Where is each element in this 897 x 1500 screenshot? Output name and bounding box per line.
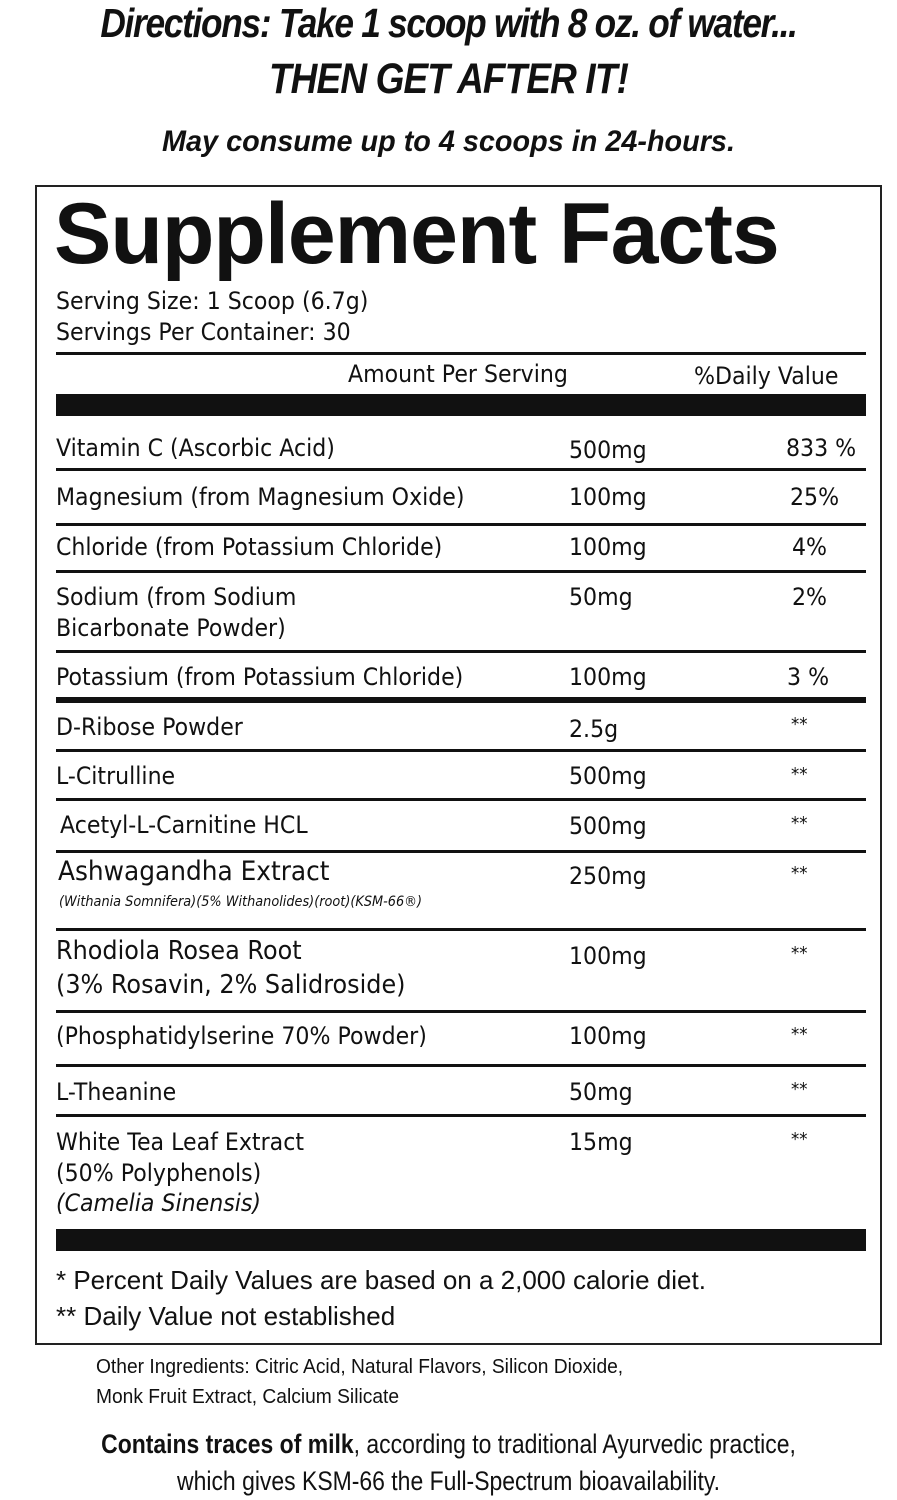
ingredient-dv: ** [791,863,808,884]
ingredient-amount: 50mg [569,583,633,611]
allergen-rest: , according to traditional Ayurvedic practice, [353,1429,796,1459]
ingredient-name: L-Citrulline [56,762,176,790]
divider [56,1064,866,1067]
divider [56,749,866,752]
ingredient-name: (Phosphatidylserine 70% Powder) [56,1022,427,1050]
serving-size: Serving Size: 1 Scoop (6.7g) [56,287,369,315]
divider [56,523,866,526]
footnote-percent-dv: * Percent Daily Values are based on a 2,000 calorie diet. [56,1265,706,1295]
ingredient-name: Potassium (from Potassium Chloride) [56,663,464,691]
ingredient-amount: 15mg [569,1128,633,1156]
ingredient-name-line-2: (50% Polyphenols) [56,1159,262,1187]
ingredient-name: Vitamin C (Ascorbic Acid) [56,434,335,462]
ingredient-name: Acetyl-L-Carnitine HCL [60,811,308,839]
divider [56,468,866,471]
ingredient-name: Chloride (from Potassium Chloride) [56,533,443,561]
directions-line-3: May consume up to 4 scoops in 24-hours. [162,125,735,158]
directions-line-1: Directions: Take 1 scoop with 8 oz. of water... [100,0,797,46]
divider [56,850,866,853]
allergen-bold: Contains traces of milk [101,1429,354,1459]
divider [56,570,866,573]
ingredient-dv: ** [791,764,808,785]
ingredient-amount: 100mg [569,942,647,970]
divider [56,1114,866,1117]
ingredient-subtext: (Withania Somnifera)(5% Withanolides)(root)(KSM-66®) [59,894,423,910]
ingredient-name: Magnesium (from Magnesium Oxide) [56,483,465,511]
ingredient-dv: ** [791,1079,808,1100]
divider [56,650,866,653]
ingredient-amount: 100mg [569,483,647,511]
ingredient-amount: 100mg [569,1022,647,1050]
panel-title: Supplement Facts [54,186,779,282]
ingredient-amount: 500mg [569,812,647,840]
ingredient-name: L-Theanine [56,1078,177,1106]
ingredient-dv: 25% [790,483,840,511]
ingredient-dv: 4% [792,533,828,561]
other-ingredients-line-1: Other Ingredients: Citric Acid, Natural Flavors, Silicon Dioxide, [96,1356,624,1378]
ingredient-dv: ** [791,943,808,964]
thick-divider [56,697,866,703]
ingredient-dv: 833 % [786,434,857,462]
column-header-daily-value: %Daily Value [694,362,839,390]
ingredient-amount: 500mg [569,436,647,464]
ingredient-name-line-3: (Camelia Sinensis) [56,1189,261,1217]
footnote-dv-not-established: ** Daily Value not established [56,1301,396,1331]
ingredient-dv: ** [791,1129,808,1150]
ingredient-name-line-2: (3% Rosavin, 2% Salidroside) [56,970,406,1000]
ingredient-name: Sodium (from Sodium [56,583,297,611]
other-ingredients-line-2: Monk Fruit Extract, Calcium Silicate [96,1386,400,1408]
ingredient-amount: 50mg [569,1078,633,1106]
allergen-statement-line-1 [67,1426,829,1462]
column-header-amount: Amount Per Serving [348,360,568,388]
ingredient-dv: ** [791,1024,808,1045]
ingredient-name: D-Ribose Powder [56,713,243,741]
divider [56,928,866,931]
divider [56,1010,866,1013]
thick-divider [56,1229,866,1251]
ingredient-amount: 100mg [569,533,647,561]
ingredient-dv: ** [791,714,808,735]
divider [56,798,866,801]
divider [56,352,866,355]
ingredient-amount: 100mg [569,663,647,691]
ingredient-amount: 2.5g [569,715,619,743]
ingredient-amount: 500mg [569,762,647,790]
ingredient-name: Rhodiola Rosea Root [56,936,302,966]
allergen-statement-line-2: which gives KSM-66 the Full-Spectrum bioavailability. [177,1466,720,1496]
ingredient-name: White Tea Leaf Extract [56,1128,304,1156]
ingredient-name: Ashwagandha Extract [58,856,330,887]
ingredient-dv: ** [791,813,808,834]
directions-line-2: THEN GET AFTER IT! [268,55,629,103]
ingredient-dv: 3 % [787,663,830,691]
servings-per-container: Servings Per Container: 30 [56,318,351,346]
ingredient-dv: 2% [792,583,828,611]
thick-divider [56,394,866,416]
ingredient-amount: 250mg [569,862,647,890]
ingredient-name-line-2: Bicarbonate Powder) [56,614,286,642]
